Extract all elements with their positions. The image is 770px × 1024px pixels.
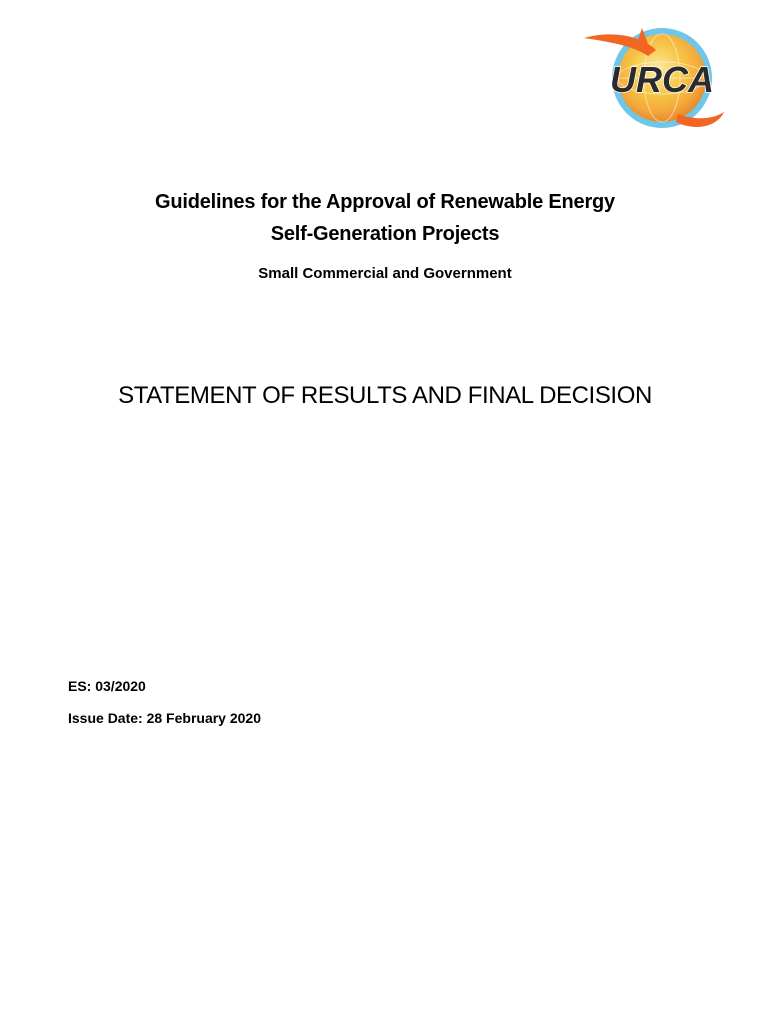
document-title-line-2: Self-Generation Projects: [270, 223, 500, 245]
title-block: [0, 186, 770, 284]
document-title-line-1: Guidelines for the Approval of Renewable Energy: [155, 191, 615, 213]
issue-date: Issue Date: 28 February 2020: [68, 710, 261, 726]
urca-globe-logo-icon: [582, 22, 728, 134]
urca-logo: [582, 22, 728, 134]
statement-heading: STATEMENT OF RESULTS AND FINAL DECISION: [118, 382, 652, 409]
es-number: ES: 03/2020: [68, 678, 146, 694]
logo-text: URCA: [610, 59, 714, 100]
document-subtitle: Small Commercial and Government: [258, 265, 512, 282]
document-meta: [68, 676, 261, 740]
